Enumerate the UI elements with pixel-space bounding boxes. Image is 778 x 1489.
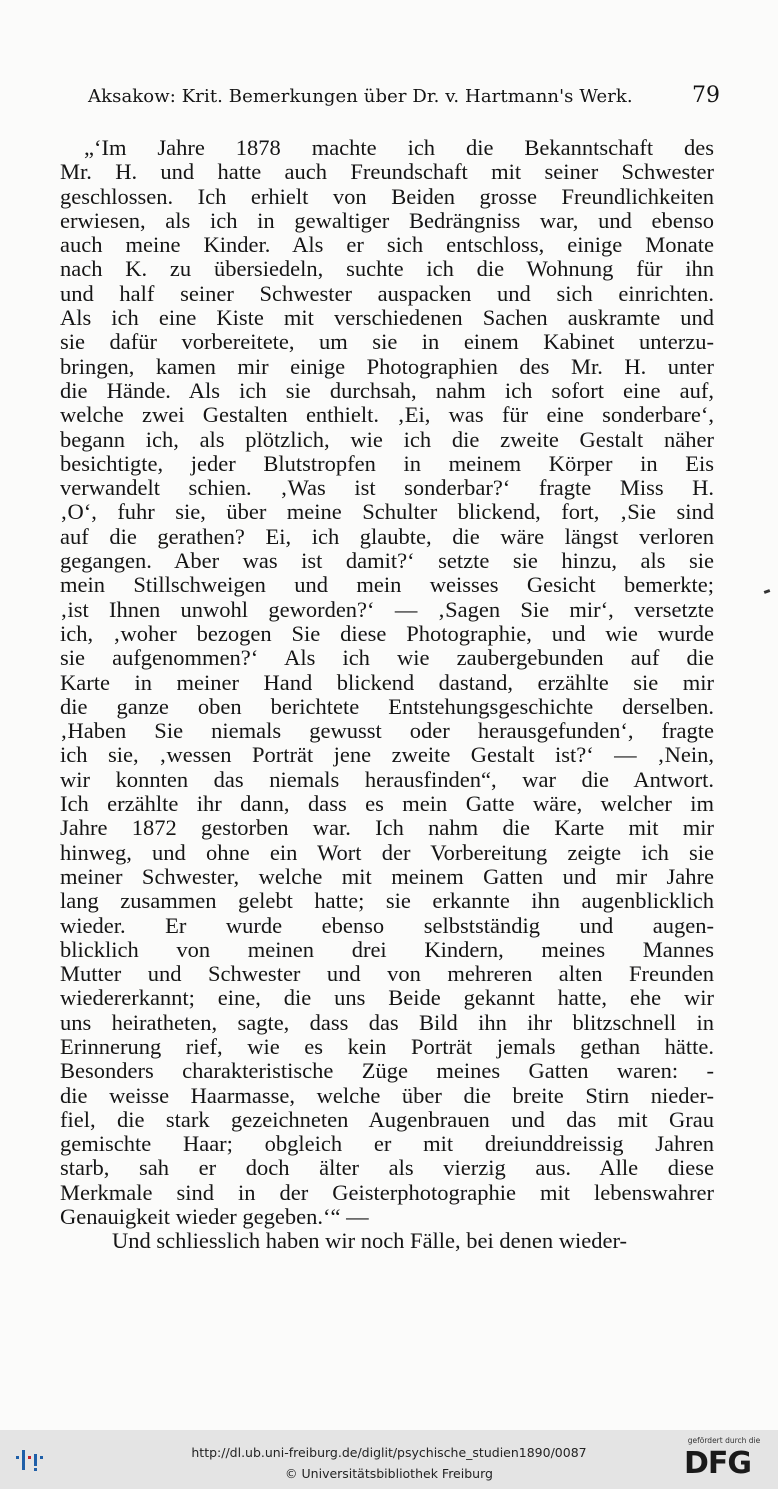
text-line: Besonders charakteristische Züge meines Gatten waren: - — [60, 1058, 714, 1084]
text-line: Ich erzählte ihr dann, dass es mein Gatte wäre, welcher im — [60, 791, 714, 817]
text-line: begann ich, als plötzlich, wie ich die zweite Gestalt näher — [60, 426, 714, 452]
text-line: Mutter und Schwester und von mehreren alten Freunden — [60, 961, 714, 987]
text-line: ‚Haben Sie niemals gewusst oder herausgefunden‘, fragte — [60, 718, 714, 744]
text-line: welche zwei Gestalten enthielt. ‚Ei, was für eine sonderbare‘, — [60, 402, 714, 428]
stray-ink-mark — [764, 589, 771, 594]
text-line: Karte in meiner Hand blickend dastand, erzählte sie mir — [60, 669, 714, 695]
text-line: fiel, die stark gezeichneten Augenbrauen und das mit Grau — [60, 1106, 714, 1132]
text-line: lang zusammen gelebt hatte; sie erkannte ihn augenblicklich — [60, 888, 714, 914]
text-line: auch meine Kinder. Als er sich entschloss, einige Monate — [60, 232, 714, 258]
text-line: wiedererkannt; eine, die uns Beide gekannt hatte, ehe wir — [60, 985, 714, 1011]
copyright-notice: © Universitätsbibliothek Freiburg — [285, 1466, 493, 1481]
text-line: meiner Schwester, welche mit meinem Gatten und mir Jahre — [60, 863, 714, 889]
text-line: die Hände. Als ich sie durchsah, nahm ich sofort eine auf, — [60, 377, 714, 403]
text-line: geschlossen. Ich erhielt von Beiden grosse Freundlichkeiten — [60, 183, 714, 209]
page-number: 79 — [692, 83, 720, 108]
dfg-logo: DFG — [684, 1446, 752, 1481]
text-line: ich, ‚woher bezogen Sie diese Photographie, und wie wurde — [60, 620, 714, 646]
text-line: bringen, kamen mir einige Photographien des Mr. H. unter — [60, 353, 714, 379]
text-line: Jahre 1872 gestorben war. Ich nahm die Karte mit mir — [60, 815, 714, 841]
text-line: mein Stillschweigen und mein weisses Gesicht bemerkte; — [60, 572, 714, 598]
text-line: besichtigte, jeder Blutstropfen in meinem Körper in Eis — [60, 450, 714, 476]
text-line: ‚ist Ihnen unwohl geworden?‘ — ‚Sagen Sie mir‘, versetzte — [60, 596, 714, 622]
text-line: hinweg, und ohne ein Wort der Vorbereitung zeigte ich sie — [60, 839, 714, 865]
permalink-url[interactable]: http://dl.ub.uni-freiburg.de/diglit/psychische_studien1890/0087 — [191, 1445, 587, 1460]
text-line: starb, sah er doch älter als vierzig aus. Alle diese — [60, 1155, 714, 1181]
text-line: Als ich eine Kiste mit verschiedenen Sachen auskramte und — [60, 305, 714, 331]
text-line: wieder. Er wurde ebenso selbstständig und augen- — [60, 912, 714, 938]
text-line: sie aufgenommen?‘ Als ich wie zaubergebunden auf die — [60, 645, 714, 671]
text-line: Genauigkeit wieder gegeben.‘“ — — [60, 1204, 369, 1230]
text-line: Merkmale sind in der Geisterphotographie mit lebenswahrer — [60, 1179, 714, 1205]
running-header — [88, 83, 720, 114]
viewer-footer — [0, 1430, 778, 1489]
text-line: ‚O‘, fuhr sie, über meine Schulter blickend, fort, ‚Sie sind — [60, 499, 714, 525]
text-line: gegangen. Aber was ist damit?‘ setzte sie hinzu, als sie — [60, 548, 714, 574]
text-line: gemischte Haar; obgleich er mit dreiunddreissig Jahren — [60, 1131, 714, 1157]
dfg-funding-badge — [678, 1436, 770, 1486]
text-line: auf die gerathen? Ei, ich glaubte, die wäre längst verloren — [60, 523, 714, 549]
text-line: verwandelt schien. ‚Was ist sonderbar?‘ fragte Miss H. — [60, 475, 714, 501]
text-line: Und schliesslich haben wir noch Fälle, bei denen wieder- — [112, 1228, 628, 1254]
running-header-title: Aksakow: Krit. Bemerkungen über Dr. v. Hartmann's Werk. — [88, 86, 633, 107]
text-line: blicklich von meinen drei Kindern, meines Mannes — [60, 936, 714, 962]
text-line: erwiesen, als ich in gewaltiger Bedrängniss war, und ebenso — [60, 207, 714, 233]
text-line: Erinnerung rief, wie es kein Porträt jemals gethan hätte. — [60, 1033, 714, 1059]
text-line: uns heiratheten, sagte, dass das Bild ihn ihr blitzschnell in — [60, 1009, 714, 1035]
text-line: „‘Im Jahre 1878 machte ich die Bekanntschaft des — [84, 135, 714, 160]
text-line: die weisse Haarmasse, welche über die breite Stirn nieder- — [60, 1082, 714, 1108]
text-line: wir konnten das niemals herausfinden“, war die Antwort. — [60, 766, 714, 792]
text-line: Mr. H. und hatte auch Freundschaft mit seiner Schwester — [60, 159, 714, 185]
text-line: ich sie, ‚wessen Porträt jene zweite Gestalt ist?‘ — ‚Nein, — [60, 742, 714, 768]
text-line: sie dafür vorbereitete, um sie in einem Kabinet unterzu- — [60, 329, 714, 355]
body-text — [60, 136, 714, 1254]
text-line: die ganze oben berichtete Entstehungsgeschichte derselben. — [60, 693, 714, 719]
text-line: nach K. zu übersiedeln, suchte ich die Wohnung für ihn — [60, 256, 714, 282]
dfg-caption: gefördert durch die — [687, 1436, 761, 1445]
text-line: und half seiner Schwester auspacken und sich einrichten. — [60, 280, 714, 306]
